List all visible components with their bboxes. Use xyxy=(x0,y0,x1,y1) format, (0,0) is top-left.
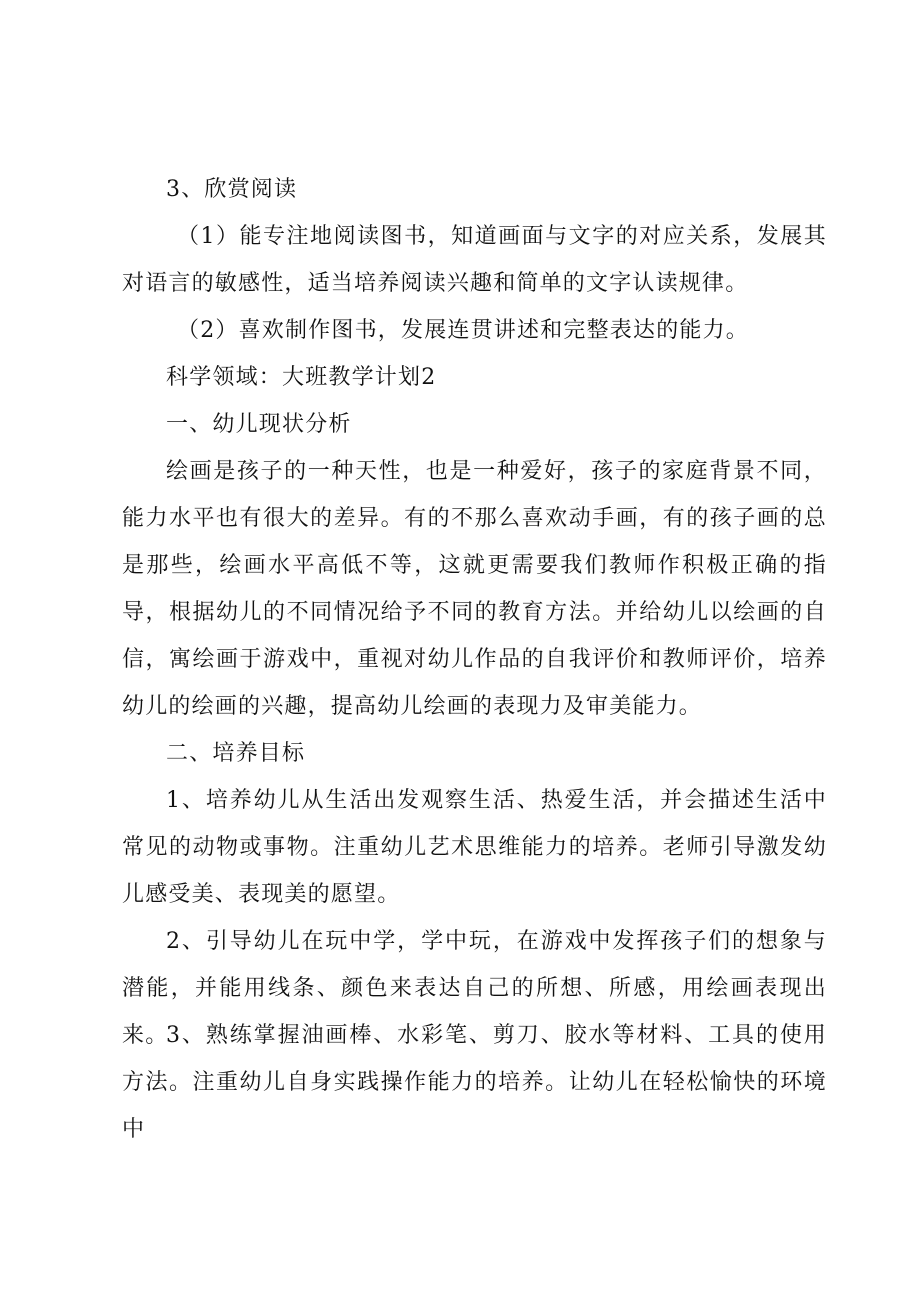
paragraph-goal-2: 2、引导幼儿在玩中学，学中玩，在游戏中发挥孩子们的想象与潜能，并能用线条、颜色来表达自己的所想、所感，用绘画表现出来。 xyxy=(122,929,827,1048)
section-heading-reading: 3、欣赏阅读 xyxy=(166,177,298,202)
section-heading-analysis: 一、幼儿现状分析 xyxy=(166,412,352,437)
paragraph-goal-1: 1、培养幼儿从生活出发观察生活、热爱生活，并会描述生活中常见的动物或事物。注重幼儿艺术思维能力的培养。老师引导激发幼儿感受美、表现美的愿望。 xyxy=(122,788,827,907)
paragraph-reading-2: （2）喜欢制作图书，发展连贯讲述和完整表达的能力。 xyxy=(177,318,749,343)
paragraph-goal-3: 3、熟练掌握油画棒、水彩笔、剪刀、胶水等材料、工具的使用方法。注重幼儿自身实践操作能力的培养。让幼儿在轻松愉快的环境中 xyxy=(122,1023,827,1142)
section-heading-goals: 二、培养目标 xyxy=(166,741,306,766)
section-title-science-plan: 科学领域：大班教学计划2 xyxy=(166,365,437,390)
paragraph-reading-1: （1）能专注地阅读图书，知道画面与文字的对应关系，发展其对语言的敏感性，适当培养阅读兴趣和简单的文字认读规律。 xyxy=(122,224,827,296)
paragraph-analysis: 绘画是孩子的一种天性，也是一种爱好，孩子的家庭背景不同，能力水平也有很大的差异。有的不那么喜欢动手画，有的孩子画的总是那些，绘画水平高低不等，这就更需要我们教师作积极正确的指导，根据幼儿的不同情况给予不同的教育方法。并给幼儿以绘画的自信，寓绘画于游戏中，重视对幼儿作品的自我评价和教师评价，培养幼儿的绘画的兴趣，提高幼儿绘画的表现力及审美能力。 xyxy=(122,459,827,719)
